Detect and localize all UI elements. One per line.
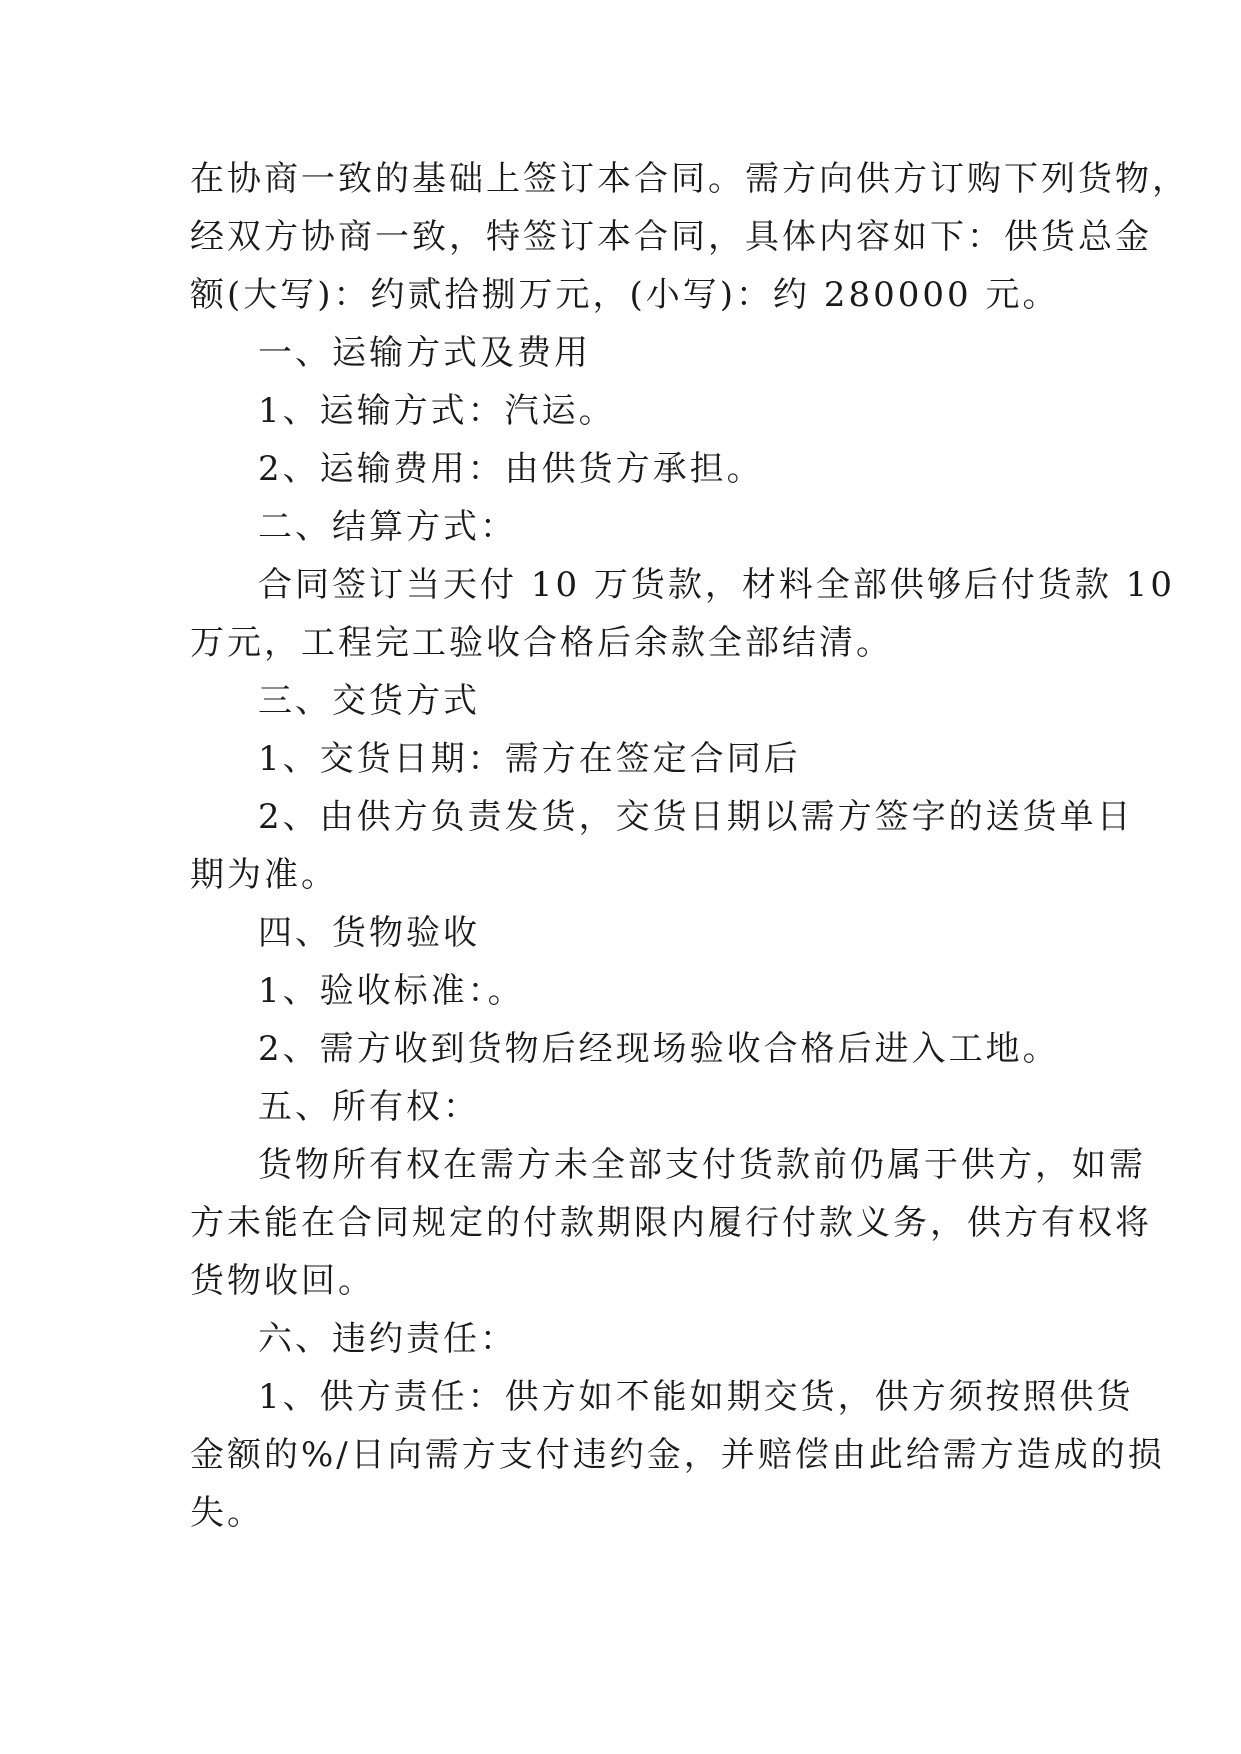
text-line-ownership-1: 货物所有权在需方未全部支付货款前仍属于供方，如需: [258, 1145, 1146, 1185]
text-line-3: 额(大写)：约贰拾捌万元，(小写)：约 280000 元。: [190, 275, 1060, 315]
text-line-delivery-date: 1、交货日期：需方在签定合同后: [258, 739, 801, 779]
text-line-acceptance-standard: 1、验收标准：。: [258, 971, 525, 1011]
section-heading-ownership: 五、所有权：: [258, 1087, 480, 1127]
text-line-transport-method: 1、运输方式：汽运。: [258, 391, 616, 431]
section-heading-acceptance: 四、货物验收: [258, 913, 480, 953]
text-line-liability-2: 金额的%/日向需方支付违约金，并赔偿由此给需方造成的损: [190, 1435, 1165, 1475]
text-line-delivery-shipping-2: 期为准。: [190, 855, 338, 895]
text-line-settlement-1: 合同签订当天付 10 万货款，材料全部供够后付货款 10: [258, 565, 1175, 605]
text-line-liability-1: 1、供方责任：供方如不能如期交货，供方须按照供货: [258, 1377, 1134, 1417]
text-line-1: 在协商一致的基础上签订本合同。需方向供方订购下列货物，: [190, 159, 1189, 199]
section-heading-delivery: 三、交货方式: [258, 681, 480, 721]
section-heading-settlement: 二、结算方式：: [258, 507, 517, 547]
section-heading-liability: 六、违约责任：: [258, 1319, 517, 1359]
text-line-transport-cost: 2、运输费用：由供货方承担。: [258, 449, 764, 489]
text-line-ownership-3: 货物收回。: [190, 1261, 375, 1301]
text-line-liability-3: 失。: [190, 1493, 264, 1533]
section-heading-transport: 一、运输方式及费用: [258, 333, 591, 373]
text-line-delivery-shipping-1: 2、由供方负责发货，交货日期以需方签字的送货单日: [258, 797, 1134, 837]
text-line-settlement-2: 万元，工程完工验收合格后余款全部结清。: [190, 623, 893, 663]
document-page: [190, 150, 1189, 1542]
text-line-acceptance-site: 2、需方收到货物后经现场验收合格后进入工地。: [258, 1029, 1060, 1069]
text-line-ownership-2: 方未能在合同规定的付款期限内履行付款义务，供方有权将: [190, 1203, 1152, 1243]
text-line-2: 经双方协商一致，特签订本合同，具体内容如下：供货总金: [190, 217, 1152, 257]
